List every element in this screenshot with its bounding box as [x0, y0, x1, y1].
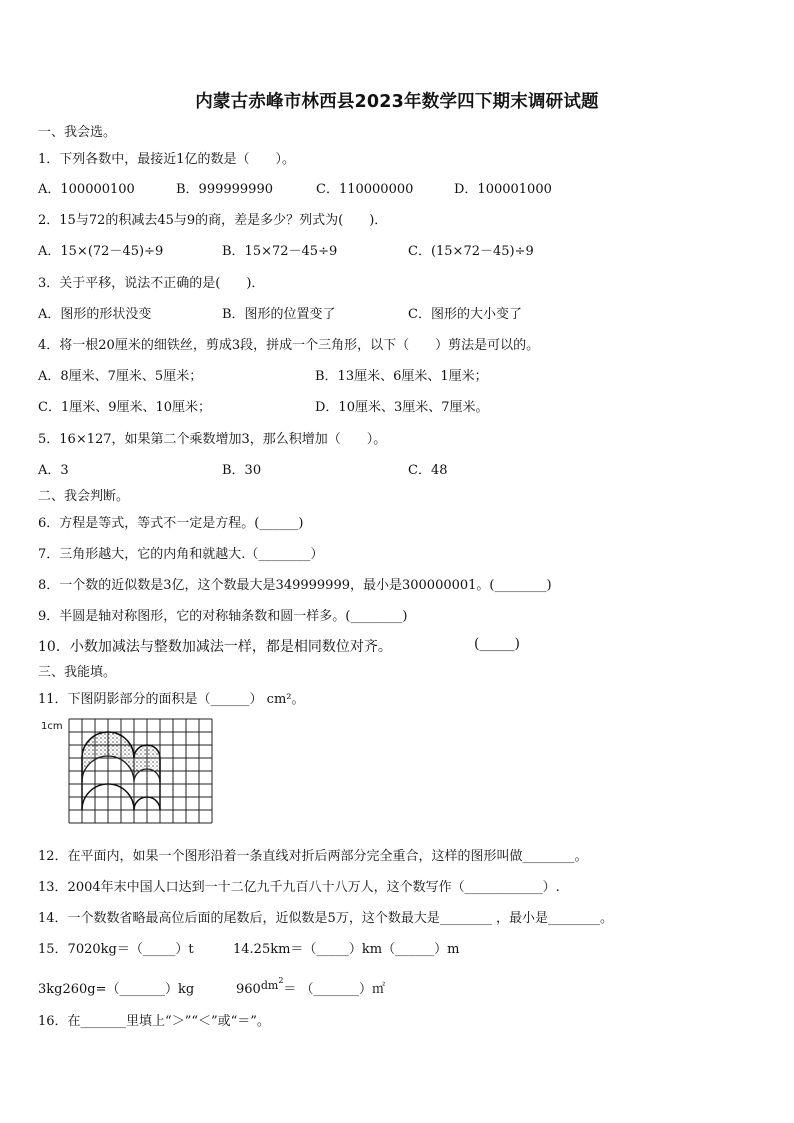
- question-9: 9．半圆是轴对称图形，它的对称轴条数和圆一样多。(________): [38, 609, 408, 624]
- question-4-option-c: C．1厘米、9厘米、10厘米；: [38, 400, 212, 415]
- question-15-part-c: 3kg260g=（_______）kg: [38, 982, 195, 997]
- question-1-option-d: D．100001000: [454, 182, 552, 197]
- question-12: 12．在平面内，如果一个图形沿着一条直线对折后两部分完全重合，这样的图形叫做________。: [38, 849, 588, 864]
- page-title: 内蒙古赤峰市林西县2023年数学四下期末调研试题: [195, 92, 599, 112]
- question-10-stem: 10．小数加减法与整数加减法一样，都是相同数位对齐。: [38, 639, 392, 655]
- question-4-stem: 4．将一根20厘米的细铁丝，剪成3段，拼成一个三角形，以下（ ）剪法是可以的。: [38, 338, 540, 353]
- q15d-unit: dm: [260, 979, 279, 992]
- question-5-option-a: A．3: [38, 463, 69, 478]
- question-5-option-c: C．48: [408, 463, 448, 478]
- question-2-stem: 2．15与72的积减去45与9的商，差是多少？列式为( )．: [38, 213, 388, 228]
- section-2-heading: 二、我会判断。: [38, 489, 130, 504]
- scale-label: 1cm: [41, 721, 63, 732]
- question-3-option-a: A．图形的形状没变: [38, 307, 152, 322]
- question-15-part-d: [236, 978, 385, 997]
- section-1-heading: 一、我会选。: [38, 125, 117, 140]
- question-8: 8．一个数的近似数是3亿，这个数最大是349999999，最小是300000001。(________): [38, 578, 552, 593]
- question-16: 16．在_______里填上“＞”“＜”或“＝”。: [38, 1014, 270, 1029]
- question-4-option-b: B．13厘米、6厘米、1厘米；: [315, 369, 488, 384]
- question-13: 13．2004年末中国人口达到一十二亿九千九百八十八万人，这个数写作（____________）.: [38, 880, 560, 895]
- question-14: 14．一个数数省略最高位后面的尾数后，近似数是5万，这个数最大是________ ，最小是________。: [38, 911, 613, 926]
- grid-lines: [69, 719, 212, 823]
- question-1-stem: 1．下列各数中，最接近1亿的数是（ ）。: [38, 152, 296, 167]
- q15d-number: 960: [236, 982, 261, 997]
- question-10-answer-blank: (_____): [474, 636, 520, 652]
- grid-figure-svg: [40, 717, 222, 827]
- question-1-option-a: A．100000100: [38, 182, 135, 197]
- q15d-answer: ＝ （_______）㎡: [283, 982, 386, 997]
- question-5-stem: 5．16×127，如果第二个乘数增加3，那么积增加（ ）。: [38, 432, 387, 447]
- question-2-option-b: B．15×72－45÷9: [222, 244, 338, 259]
- question-3-option-b: B．图形的位置变了: [222, 307, 336, 322]
- question-2-option-c: C．(15×72－45)÷9: [408, 244, 534, 259]
- question-5-option-b: B．30: [222, 463, 262, 478]
- question-2-option-a: A．15×(72－45)÷9: [38, 244, 164, 259]
- question-11: 11．下图阴影部分的面积是（______） cm²。: [38, 692, 305, 707]
- question-1-option-b: B．999999990: [176, 182, 273, 197]
- shaded-area-grid-figure: [40, 717, 222, 831]
- q15d-exponent: 2: [278, 976, 284, 985]
- question-15-part-a: 15．7020kg＝（_____）t: [38, 942, 194, 957]
- question-3-stem: 3．关于平移，说法不正确的是( )．: [38, 276, 265, 291]
- question-4-option-a: A．8厘米、7厘米、5厘米；: [38, 369, 203, 384]
- section-3-heading: 三、我能填。: [38, 665, 117, 680]
- question-15-part-b: 14.25km＝（_____）km（______）m: [233, 942, 460, 957]
- question-7: 7．三角形越大，它的内角和就越大.（________）: [38, 547, 324, 562]
- question-6: 6．方程是等式，等式不一定是方程。(______): [38, 516, 304, 531]
- question-3-option-c: C．图形的大小变了: [408, 307, 522, 322]
- question-4-option-d: D．10厘米、3厘米、7厘米。: [315, 400, 489, 415]
- question-1-option-c: C．110000000: [316, 182, 414, 197]
